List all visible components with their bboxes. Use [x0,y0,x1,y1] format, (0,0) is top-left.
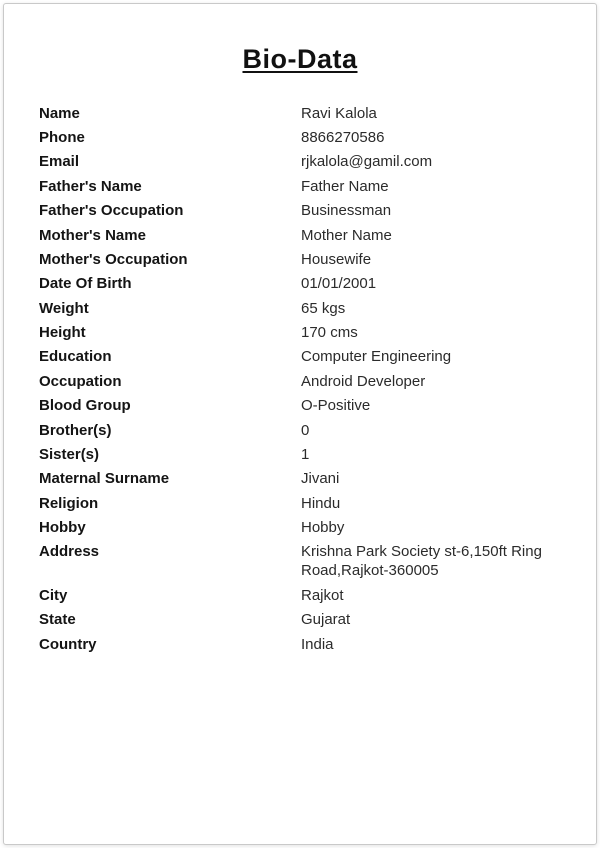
field-row [39,247,561,271]
field-label: City [39,586,68,604]
field-row [39,223,561,247]
field-label: Country [39,635,97,653]
field-value: Computer Engineering [301,348,452,366]
field-label: Name [39,104,80,122]
field-label: Religion [39,494,99,512]
field-value: O-Positive [301,397,371,415]
field-row [39,491,561,515]
field-row [39,345,561,369]
field-label: Email [39,153,80,171]
field-row [39,272,561,296]
field-label: Father's Name [39,177,142,195]
field-label: Father's Occupation [39,202,184,220]
field-value: 170 cms [301,324,358,342]
field-row [39,608,561,632]
field-label: Mother's Name [39,226,146,244]
field-label: Address [39,543,100,561]
field-row [39,418,561,442]
field-label: Phone [39,129,85,147]
field-label: Maternal Surname [39,470,170,488]
field-value: Krishna Park Society st-6,150ft Ring Road,Rajkot-360005 [301,543,542,580]
field-value: Businessman [301,202,392,220]
field-value: Mother Name [301,226,392,244]
field-row [39,296,561,320]
field-label: Date Of Birth [39,275,132,293]
field-value: Rajkot [301,586,344,604]
field-row [39,125,561,149]
field-row [39,442,561,466]
field-value: 01/01/2001 [301,275,377,293]
field-value: Father Name [301,177,389,195]
field-value: Ravi Kalola [301,104,377,122]
field-value: India [301,635,334,653]
field-label: Sister(s) [39,445,100,463]
field-row [39,174,561,198]
field-row [39,101,561,125]
field-row [39,369,561,393]
field-label: Education [39,348,112,366]
field-label: State [39,611,76,629]
field-row [39,467,561,491]
bio-data-page [3,3,597,845]
field-row [39,320,561,344]
page-title: Bio-Data [242,44,358,74]
field-label: Hobby [39,519,86,537]
field-row [39,515,561,539]
field-row [39,583,561,607]
field-label: Brother(s) [39,421,112,439]
field-row [39,199,561,223]
field-label: Occupation [39,372,122,390]
field-value: 0 [301,421,310,439]
field-label: Weight [39,299,89,317]
field-row [39,150,561,174]
field-row [39,394,561,418]
field-value: 1 [301,445,310,463]
field-value: Hobby [301,519,345,537]
field-label: Mother's Occupation [39,250,188,268]
field-value: Gujarat [301,611,351,629]
field-label: Blood Group [39,397,131,415]
field-row [39,540,561,583]
field-label: Height [39,324,86,342]
field-value: 8866270586 [301,129,385,147]
field-value: 65 kgs [301,299,346,317]
field-value: Jivani [301,470,340,488]
field-value: rjkalola@gamil.com [301,153,433,171]
field-value: Hindu [301,494,341,512]
field-value: Housewife [301,250,372,268]
field-row [39,632,561,656]
field-value: Android Developer [301,372,426,390]
fields-list [39,101,561,656]
